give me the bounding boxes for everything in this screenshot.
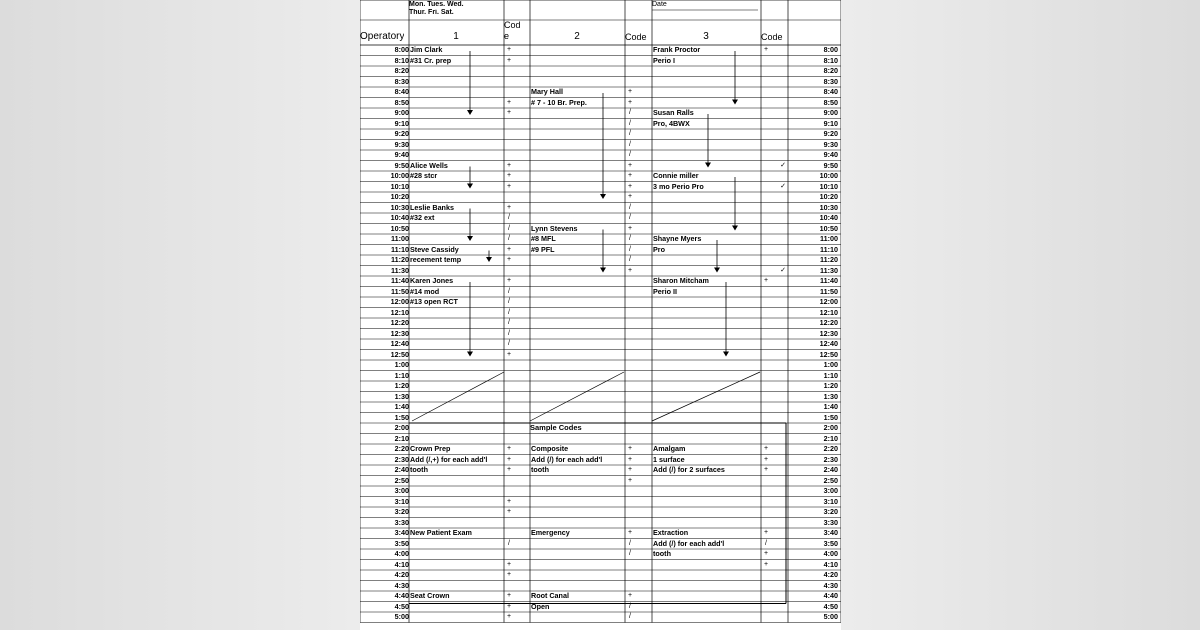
code-mark: + <box>763 455 769 463</box>
time-label-right: 2:00 <box>823 423 838 432</box>
code-mark: / <box>508 214 510 221</box>
time-row <box>360 140 841 151</box>
code-mark: / <box>508 319 510 326</box>
code-mark: + <box>506 560 512 568</box>
time-label-left: 12:20 <box>390 318 409 327</box>
time-label-left: 10:30 <box>390 202 409 212</box>
code-mark: / <box>629 214 631 221</box>
time-label-left: 3:10 <box>394 496 409 506</box>
code-mark: + <box>506 245 512 253</box>
appointment-entry: Mary Hall <box>531 87 563 96</box>
time-row <box>360 129 841 140</box>
sample-code-entry: Add (/,+) for each add'l <box>410 454 488 464</box>
time-row <box>360 518 841 529</box>
code-mark: + <box>627 161 633 169</box>
time-row <box>360 392 841 403</box>
sample-code-entry: tooth <box>531 465 549 474</box>
appointment-entry: #13 open RCT <box>410 297 458 306</box>
code-mark: + <box>627 98 633 106</box>
time-label-left: 5:00 <box>394 612 409 621</box>
time-label-left: 9:40 <box>394 150 409 159</box>
code-mark: + <box>627 466 633 473</box>
code-mark: + <box>506 109 512 116</box>
time-row <box>360 465 841 476</box>
time-label-right: 11:10 <box>820 244 838 254</box>
code-mark: / <box>508 308 510 316</box>
time-label-left: 11:40 <box>391 276 409 285</box>
time-label-left: 4:10 <box>394 559 409 569</box>
code-mark: + <box>506 56 512 64</box>
time-row <box>360 234 841 245</box>
time-row <box>360 308 841 319</box>
time-label-right: 11:30 <box>820 265 838 275</box>
time-label-left: 8:40 <box>394 87 409 96</box>
time-row <box>360 66 841 77</box>
time-label-right: 11:20 <box>820 255 838 264</box>
sheet-header <box>360 0 841 45</box>
time-row <box>360 161 841 172</box>
code-mark: + <box>506 182 512 190</box>
time-label-left: 11:30 <box>391 265 409 275</box>
time-label-right: 10:10 <box>819 181 838 191</box>
time-row <box>360 549 841 560</box>
time-label-left: 2:00 <box>394 423 409 432</box>
code-mark: / <box>629 245 631 253</box>
time-label-left: 12:10 <box>390 307 409 317</box>
time-label-left: 9:20 <box>394 129 409 138</box>
code-mark: + <box>506 592 512 599</box>
time-label-right: 2:30 <box>823 454 838 464</box>
time-label-left: 3:00 <box>394 486 409 495</box>
time-row <box>360 528 841 539</box>
time-row <box>360 612 841 623</box>
appointment-entry: Perio II <box>653 286 677 296</box>
code-mark: + <box>627 224 633 232</box>
code-mark: / <box>508 539 510 547</box>
time-label-left: 1:40 <box>394 402 409 411</box>
code-mark: + <box>506 497 512 505</box>
time-row <box>360 371 841 382</box>
code-3-header: Code <box>761 32 783 42</box>
appointment-entry: Pro <box>653 244 665 254</box>
sample-code-entry: Seat Crown <box>410 591 450 600</box>
time-label-right: 10:40 <box>819 213 838 222</box>
appointment-entry: Pro, 4BWX <box>653 118 690 128</box>
code-mark: / <box>765 539 767 547</box>
time-row <box>360 213 841 224</box>
time-label-left: 4:00 <box>394 549 409 558</box>
time-row <box>360 444 841 455</box>
time-label-left: 10:00 <box>390 171 409 180</box>
time-label-right: 9:20 <box>823 129 838 138</box>
time-label-right: 4:10 <box>823 559 838 569</box>
time-label-right: 1:30 <box>823 391 838 401</box>
code-mark: ✓ <box>780 182 786 190</box>
appointment-entry: Steve Cassidy <box>410 244 459 254</box>
time-label-right: 3:50 <box>823 538 838 548</box>
appointment-entry: #31 Cr. prep <box>410 55 452 65</box>
time-label-left: 12:50 <box>390 349 409 359</box>
sample-code-entry: Add (/) for each add'l <box>653 538 725 548</box>
time-label-right: 12:50 <box>819 349 838 359</box>
sample-code-entry: Crown Prep <box>410 444 451 453</box>
time-row <box>360 360 841 371</box>
time-label-left: 8:00 <box>394 45 409 54</box>
time-label-right: 9:50 <box>823 160 838 170</box>
code-2-header: Code <box>625 32 647 42</box>
time-row <box>360 245 841 256</box>
time-label-right: 11:50 <box>820 286 838 296</box>
sample-code-entry: tooth <box>653 549 671 558</box>
time-row <box>360 98 841 109</box>
time-row <box>360 329 841 340</box>
time-label-right: 9:40 <box>823 150 838 159</box>
code-mark: + <box>506 256 512 263</box>
time-row <box>360 255 841 266</box>
code-mark: / <box>629 539 631 547</box>
time-label-right: 12:10 <box>819 307 838 317</box>
appointment-entry: #32 ext <box>410 213 435 222</box>
code-mark: / <box>508 298 510 305</box>
code-mark: / <box>629 109 631 116</box>
appointment-entry: Lynn Stevens <box>531 223 578 233</box>
appointment-entry: #28 stcr <box>410 171 438 180</box>
code-mark: + <box>506 203 512 211</box>
code-mark: + <box>627 172 633 179</box>
time-label-right: 12:40 <box>819 339 838 348</box>
time-row <box>360 318 841 329</box>
time-row <box>360 402 841 413</box>
time-label-left: 10:20 <box>390 192 409 201</box>
time-label-right: 1:40 <box>823 402 838 411</box>
code-mark: + <box>627 455 633 463</box>
days-line-2: Thur. Fri. Sat. <box>409 9 454 16</box>
time-label-right: 12:30 <box>819 328 838 338</box>
time-label-right: 2:40 <box>823 465 838 474</box>
time-label-right: 4:20 <box>823 570 838 579</box>
time-label-left: 4:40 <box>394 591 409 600</box>
time-label-right: 10:20 <box>819 192 838 201</box>
time-label-right: 10:50 <box>819 223 838 233</box>
time-row <box>360 413 841 424</box>
time-label-right: 4:50 <box>823 601 838 611</box>
time-row <box>360 560 841 571</box>
time-label-left: 4:50 <box>394 601 409 611</box>
code-mark: / <box>629 130 631 137</box>
code-mark: + <box>763 46 769 53</box>
code-mark: ✓ <box>780 266 786 274</box>
sample-code-entry: Amalgam <box>653 444 686 453</box>
time-label-left: 11:20 <box>391 255 409 264</box>
appointment-entry: Karen Jones <box>410 276 454 285</box>
time-label-left: 3:40 <box>394 528 409 537</box>
code-mark: + <box>627 88 633 95</box>
appointment-entry: Leslie Banks <box>410 202 454 212</box>
appointment-entry: Shayne Myers <box>653 234 702 243</box>
time-label-left: 1:30 <box>394 391 409 401</box>
sample-code-entry: Emergency <box>531 528 570 537</box>
time-row <box>360 591 841 602</box>
code-mark: + <box>506 98 512 106</box>
code-mark: / <box>508 287 510 295</box>
time-label-right: 2:10 <box>823 433 838 443</box>
time-row <box>360 266 841 277</box>
time-label-right: 3:30 <box>823 517 838 527</box>
time-row <box>360 434 841 445</box>
code-mark: + <box>506 602 512 610</box>
time-label-right: 8:00 <box>823 45 838 54</box>
column-3-header: 3 <box>703 31 709 42</box>
appointment-entry: Alice Wells <box>410 160 448 170</box>
time-label-right: 1:50 <box>823 412 838 422</box>
time-label-left: 2:40 <box>394 465 409 474</box>
time-label-right: 9:10 <box>823 118 838 128</box>
time-label-left: 1:00 <box>394 360 409 369</box>
time-label-left: 3:20 <box>394 507 409 516</box>
time-label-right: 8:30 <box>823 76 838 86</box>
code-mark: / <box>629 256 631 263</box>
time-label-left: 1:20 <box>394 381 409 390</box>
time-row <box>360 119 841 130</box>
appointment-entry: Connie miller <box>653 171 699 180</box>
time-label-right: 12:00 <box>819 297 838 306</box>
time-label-right: 9:00 <box>823 108 838 117</box>
time-label-right: 10:00 <box>819 171 838 180</box>
code-mark: + <box>763 550 769 557</box>
time-label-left: 3:50 <box>394 538 409 548</box>
time-row <box>360 87 841 98</box>
time-label-right: 4:00 <box>823 549 838 558</box>
code-mark: + <box>627 182 633 190</box>
code-mark: + <box>627 476 633 484</box>
time-label-right: 1:20 <box>823 381 838 390</box>
time-row <box>360 602 841 613</box>
time-row <box>360 150 841 161</box>
code-mark: / <box>629 119 631 127</box>
time-label-left: 10:40 <box>390 213 409 222</box>
time-row <box>360 45 841 56</box>
time-label-right: 4:30 <box>823 580 838 590</box>
time-label-left: 1:10 <box>394 370 409 380</box>
code-mark: / <box>629 203 631 211</box>
time-label-left: 8:50 <box>394 97 409 107</box>
time-row <box>360 455 841 466</box>
appointment-entry: Frank Proctor <box>653 45 701 54</box>
sample-code-entry: Add (/) for 2 surfaces <box>653 465 725 474</box>
appointment-entry: 3 mo Perio Pro <box>653 181 704 191</box>
time-row <box>360 350 841 361</box>
time-label-right: 1:10 <box>823 370 838 380</box>
code-mark: / <box>629 550 631 557</box>
time-label-left: 9:50 <box>394 160 409 170</box>
time-row <box>360 381 841 392</box>
time-label-left: 9:30 <box>394 139 409 149</box>
appointment-entry: # 7 - 10 Br. Prep. <box>531 97 587 107</box>
time-row <box>360 287 841 298</box>
time-row <box>360 539 841 550</box>
time-label-left: 2:10 <box>394 433 409 443</box>
time-label-left: 3:30 <box>394 517 409 527</box>
operatory-label: Operatory <box>360 31 405 42</box>
time-label-right: 3:40 <box>823 528 838 537</box>
time-label-right: 3:20 <box>823 507 838 516</box>
time-label-left: 10:10 <box>390 181 409 191</box>
time-label-left: 2:20 <box>394 444 409 453</box>
time-row <box>360 507 841 518</box>
time-label-left: 12:40 <box>390 339 409 348</box>
days-line-1: Mon. Tues. Wed. <box>409 1 464 8</box>
time-label-left: 12:30 <box>390 328 409 338</box>
time-label-right: 12:20 <box>819 318 838 327</box>
code-1-header: Cod e <box>504 20 521 41</box>
time-row <box>360 476 841 487</box>
column-1-header: 1 <box>453 31 459 42</box>
time-label-right: 8:10 <box>823 55 838 65</box>
code-mark: + <box>627 592 633 599</box>
code-mark: + <box>506 350 512 358</box>
appointment-entry: #8 MFL <box>531 234 556 243</box>
time-row <box>360 423 841 434</box>
code-mark: ✓ <box>780 161 786 169</box>
time-row <box>360 276 841 287</box>
time-label-right: 3:10 <box>823 496 838 506</box>
appointment-entry: #9 PFL <box>531 244 555 254</box>
code-mark: / <box>508 329 510 337</box>
code-mark: + <box>763 529 769 536</box>
time-row <box>360 182 841 193</box>
time-label-left: 11:10 <box>391 244 409 254</box>
time-row <box>360 77 841 88</box>
code-mark: / <box>629 602 631 610</box>
code-mark: + <box>506 571 512 578</box>
code-mark: + <box>506 508 512 515</box>
time-label-right: 2:20 <box>823 444 838 453</box>
time-label-right: 10:30 <box>819 202 838 212</box>
code-mark: / <box>508 224 510 232</box>
code-mark: + <box>763 445 769 452</box>
sample-code-entry: Root Canal <box>531 591 569 600</box>
time-label-left: 10:50 <box>390 223 409 233</box>
sample-code-entry: tooth <box>410 465 428 474</box>
time-row <box>360 339 841 350</box>
sample-codes-title: Sample Codes <box>530 424 582 432</box>
sample-code-entry: Composite <box>531 444 569 453</box>
time-label-left: 4:30 <box>394 580 409 590</box>
code-mark: + <box>763 277 769 284</box>
appointment-entry: #14 mod <box>410 286 440 296</box>
sample-code-entry: Extraction <box>653 528 689 537</box>
time-label-left: 1:50 <box>394 412 409 422</box>
sample-code-entry: Open <box>531 601 550 611</box>
sample-code-entry: 1 surface <box>653 454 685 464</box>
code-mark: / <box>508 340 510 347</box>
time-label-left: 9:00 <box>394 108 409 117</box>
time-label-left: 9:10 <box>394 118 409 128</box>
appointment-entry: Jim Clark <box>410 45 443 54</box>
code-mark: / <box>629 235 631 242</box>
time-label-right: 8:40 <box>823 87 838 96</box>
code-mark: + <box>506 277 512 284</box>
time-row <box>360 297 841 308</box>
appointment-entry: Sharon Mitcham <box>653 276 709 285</box>
time-label-left: 12:00 <box>390 297 409 306</box>
column-2-header: 2 <box>574 31 580 42</box>
code-mark: + <box>763 466 769 473</box>
code-mark: + <box>763 560 769 568</box>
time-label-right: 11:40 <box>820 276 838 285</box>
time-row <box>360 224 841 235</box>
schedule-sheet <box>360 0 841 630</box>
time-label-right: 4:40 <box>823 591 838 600</box>
time-row <box>360 203 841 214</box>
time-label-right: 9:30 <box>823 139 838 149</box>
code-mark: + <box>506 445 512 452</box>
time-label-right: 11:00 <box>820 234 838 243</box>
time-row <box>360 56 841 67</box>
time-label-left: 8:20 <box>394 66 409 75</box>
code-mark: + <box>506 46 512 53</box>
time-label-left: 2:30 <box>394 454 409 464</box>
time-row <box>360 486 841 497</box>
time-row <box>360 108 841 119</box>
time-label-left: 8:10 <box>394 55 409 65</box>
time-label-right: 8:20 <box>823 66 838 75</box>
code-mark: / <box>629 613 631 620</box>
time-row <box>360 497 841 508</box>
time-label-right: 5:00 <box>823 612 838 621</box>
code-mark: / <box>629 140 631 148</box>
code-mark: + <box>506 172 512 179</box>
time-label-right: 8:50 <box>823 97 838 107</box>
time-label-left: 11:00 <box>391 234 409 243</box>
appointment-entry: recement temp <box>410 255 462 264</box>
code-mark: / <box>508 235 510 242</box>
code-mark: + <box>627 445 633 452</box>
date-label: Date <box>652 1 667 8</box>
time-label-left: 8:30 <box>394 76 409 86</box>
time-row <box>360 570 841 581</box>
code-mark: + <box>506 466 512 473</box>
time-label-left: 4:20 <box>394 570 409 579</box>
code-mark: + <box>506 161 512 169</box>
code-mark: + <box>627 266 633 274</box>
time-label-left: 11:50 <box>391 286 409 296</box>
time-label-left: 2:50 <box>394 475 409 485</box>
time-row <box>360 581 841 592</box>
time-label-right: 3:00 <box>823 486 838 495</box>
code-mark: + <box>627 193 633 200</box>
appointment-entry: Perio I <box>653 55 675 65</box>
appointment-entry: Susan Ralls <box>653 108 694 117</box>
time-row <box>360 192 841 203</box>
sample-code-entry: New Patient Exam <box>410 528 472 537</box>
code-mark: + <box>506 613 512 620</box>
sample-code-entry: Add (/) for each add'l <box>531 454 603 464</box>
time-label-right: 2:50 <box>823 475 838 485</box>
time-row <box>360 171 841 182</box>
code-mark: + <box>506 455 512 463</box>
code-mark: / <box>629 151 631 158</box>
code-mark: + <box>627 529 633 536</box>
time-label-right: 1:00 <box>823 360 838 369</box>
